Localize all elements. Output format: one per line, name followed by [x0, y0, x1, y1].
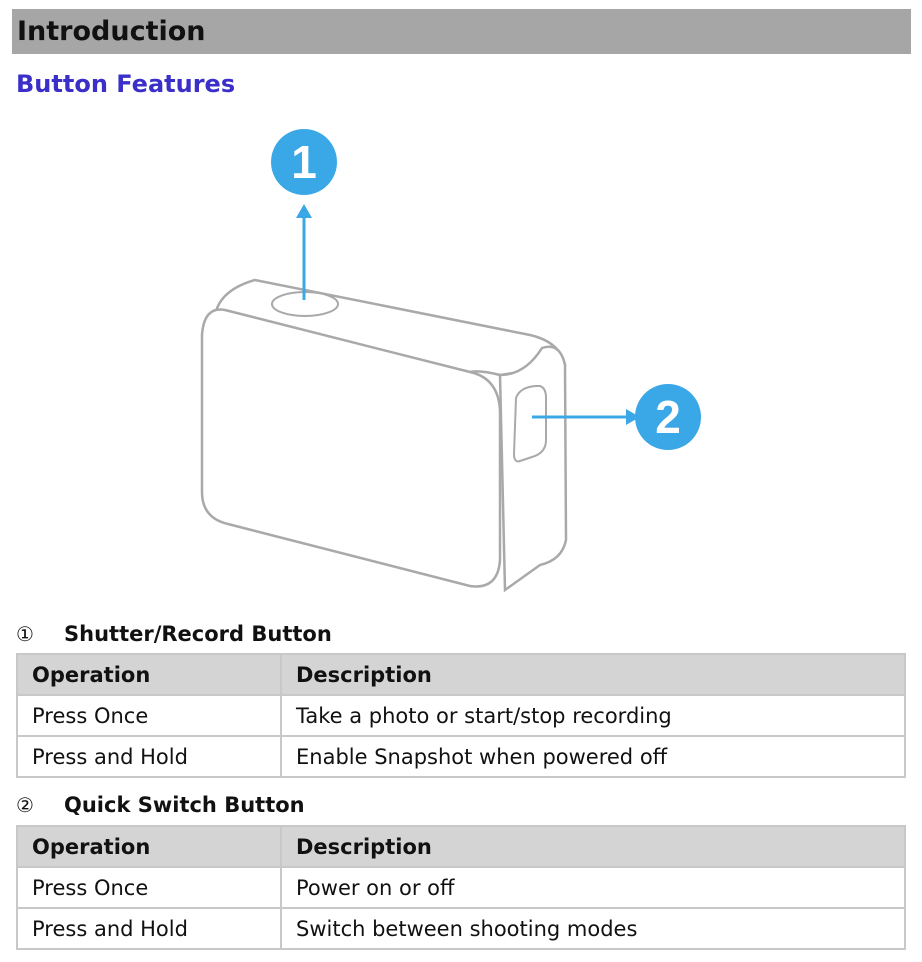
- description-cell: Enable Snapshot when powered off: [281, 736, 905, 777]
- camera-side-face: [500, 347, 566, 590]
- shutter-record-button-heading: [16, 619, 332, 649]
- column-header-operation: Operation: [17, 826, 281, 867]
- section-number: ②: [16, 793, 34, 817]
- operation-cell: Press and Hold: [17, 736, 281, 777]
- column-header-description: Description: [281, 654, 905, 695]
- operation-cell: Press Once: [17, 867, 281, 908]
- quick-switch-button-heading: [16, 790, 305, 820]
- section-header: [12, 9, 911, 54]
- table-row: [17, 908, 905, 949]
- camera-diagram: [180, 120, 740, 600]
- quick-switch-button-outline: [514, 386, 546, 461]
- operation-cell: Press Once: [17, 695, 281, 736]
- section-number: ①: [16, 622, 34, 646]
- callout-2-label: 2: [655, 391, 681, 443]
- quick-switch-button-table: [16, 825, 906, 950]
- table-header-row: [17, 826, 905, 867]
- table-row: [17, 736, 905, 777]
- subheading: Button Features: [16, 70, 236, 98]
- table-header-row: [17, 654, 905, 695]
- table-row: [17, 867, 905, 908]
- callout-1-arrowhead: [296, 204, 312, 218]
- table-row: [17, 695, 905, 736]
- callout-1-label: 1: [291, 136, 317, 188]
- column-header-operation: Operation: [17, 654, 281, 695]
- column-header-description: Description: [281, 826, 905, 867]
- section-title: Introduction: [17, 16, 206, 47]
- camera-illustration: [180, 120, 740, 600]
- description-cell: Switch between shooting modes: [281, 908, 905, 949]
- description-cell: Take a photo or start/stop recording: [281, 695, 905, 736]
- section-heading-text: Quick Switch Button: [64, 793, 305, 817]
- section-heading-text: Shutter/Record Button: [64, 622, 332, 646]
- operation-cell: Press and Hold: [17, 908, 281, 949]
- description-cell: Power on or off: [281, 867, 905, 908]
- shutter-record-button-table: [16, 653, 906, 778]
